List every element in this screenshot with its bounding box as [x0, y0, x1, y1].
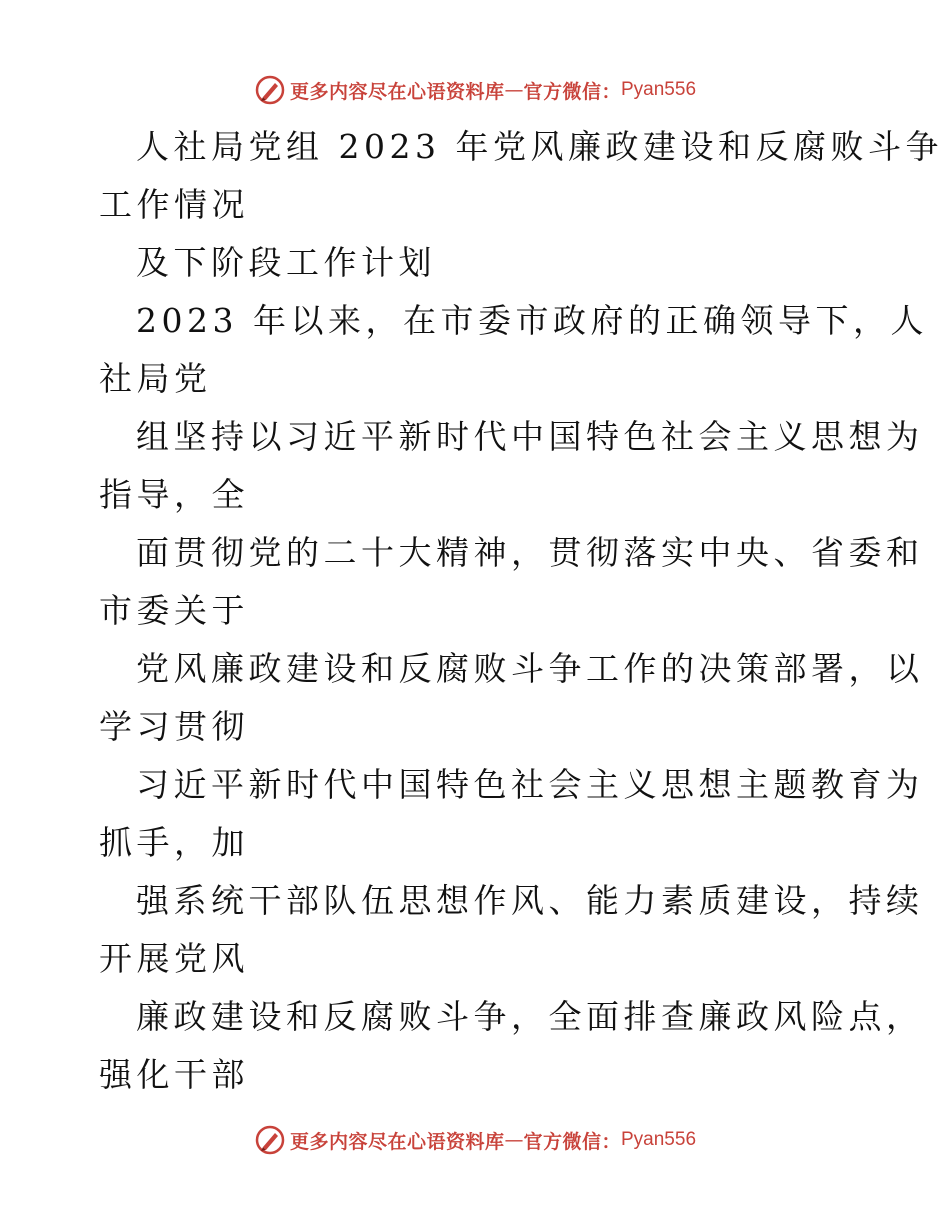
- watermark-separator: —: [504, 79, 524, 101]
- watermark-wechat-id: Pyan556: [621, 79, 697, 100]
- pen-logo-icon: [254, 74, 286, 106]
- document-line: 指导，全: [99, 475, 249, 514]
- watermark-text: 更多内容尽在心语资料库: [289, 1130, 505, 1153]
- pen-logo-icon: [254, 1124, 286, 1156]
- document-body: [99, 118, 943, 1104]
- document-line: 强化干部: [99, 1055, 249, 1094]
- document-line: 面贯彻党的二十大精神，贯彻落实中央、省委和: [136, 533, 924, 572]
- document-line: 学习贯彻: [99, 707, 249, 746]
- document-line: 开展党风: [99, 939, 249, 978]
- watermark-wechat-label: 官方微信：: [523, 1130, 621, 1153]
- document-line: 人社局党组 2023 年党风廉政建设和反腐败斗争: [136, 127, 943, 166]
- header-watermark: [0, 70, 950, 110]
- document-line: 社局党: [99, 359, 212, 398]
- document-line: 抓手，加: [99, 823, 249, 862]
- document-line: 2023 年以来，在市委市政府的正确领导下，人: [136, 301, 928, 340]
- document-line: 市委关于: [99, 591, 249, 630]
- watermark-wechat-id: Pyan556: [621, 1129, 697, 1150]
- watermark-separator: —: [504, 1129, 524, 1151]
- footer-watermark: [0, 1120, 950, 1160]
- document-line: 党风廉政建设和反腐败斗争工作的决策部署，以: [136, 649, 924, 688]
- document-line: 组坚持以习近平新时代中国特色社会主义思想为: [136, 417, 924, 456]
- document-line: 强系统干部队伍思想作风、能力素质建设，持续: [136, 881, 924, 920]
- document-line: 廉政建设和反腐败斗争，全面排查廉政风险点，: [136, 997, 924, 1036]
- document-line: 及下阶段工作计划: [136, 243, 436, 282]
- watermark-text: 更多内容尽在心语资料库: [289, 80, 505, 103]
- watermark-wechat-label: 官方微信：: [523, 80, 621, 103]
- document-line: 习近平新时代中国特色社会主义思想主题教育为: [136, 765, 924, 804]
- document-line: 工作情况: [99, 185, 249, 224]
